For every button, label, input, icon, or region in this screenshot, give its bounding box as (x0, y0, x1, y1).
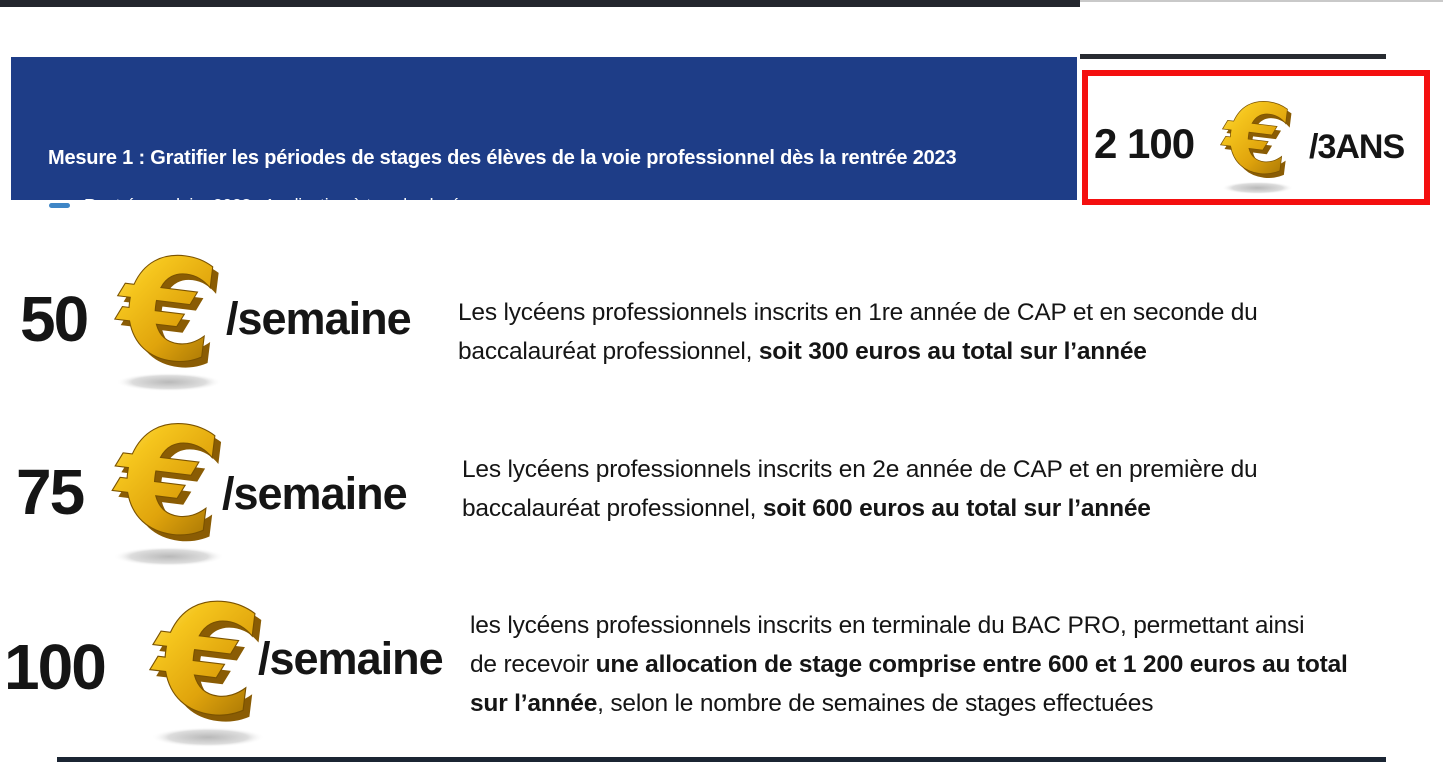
top-left-rule (0, 0, 1080, 7)
row-description: Les lycéens professionnels inscrits en 2e année de CAP et en première du baccalauréat professionnel, soit 600 euros au total sur l’année (462, 456, 1258, 522)
bullet-dash-icon (49, 203, 70, 208)
measure-title: Mesure 1 : Gratifier les périodes de stages des élèves de la voie professionnel dès la rentrée 2023 (48, 147, 957, 169)
total-amount: 2 100 (1094, 120, 1195, 167)
row-period: /semaine (226, 293, 411, 344)
top-right-rule (1080, 54, 1386, 59)
row-amount: 50 (20, 283, 88, 355)
total-badge (1082, 70, 1430, 205)
row-amount: 100 (4, 631, 105, 703)
header-subrow (49, 195, 478, 216)
row-amount: 75 (16, 456, 84, 528)
row-period: /semaine (258, 633, 443, 684)
header-banner (11, 57, 1077, 215)
row-period: /semaine (222, 468, 407, 519)
total-period: /3ANS (1309, 128, 1405, 166)
euro-3d-icon (98, 230, 240, 394)
euro-3d-icon (1207, 84, 1308, 196)
row-description: les lycéens professionnels inscrits en terminale du BAC PRO, permettant ainsi de recevoir une allocation de stage comprise entre 600 et 1 200 euros au total sur l’année, selon le nombre de semaines de stages effectuées (470, 612, 1348, 717)
euro-3d-icon (95, 397, 243, 569)
measure-subtitle: Rentrée scolaire 2023 : Application à tous les lycées (84, 195, 479, 215)
row-description: Les lycéens professionnels inscrits en 1re année de CAP et en seconde du baccalauréat professionnel, soit 300 euros au total sur l’année (458, 299, 1258, 365)
bottom-rule (57, 757, 1386, 762)
